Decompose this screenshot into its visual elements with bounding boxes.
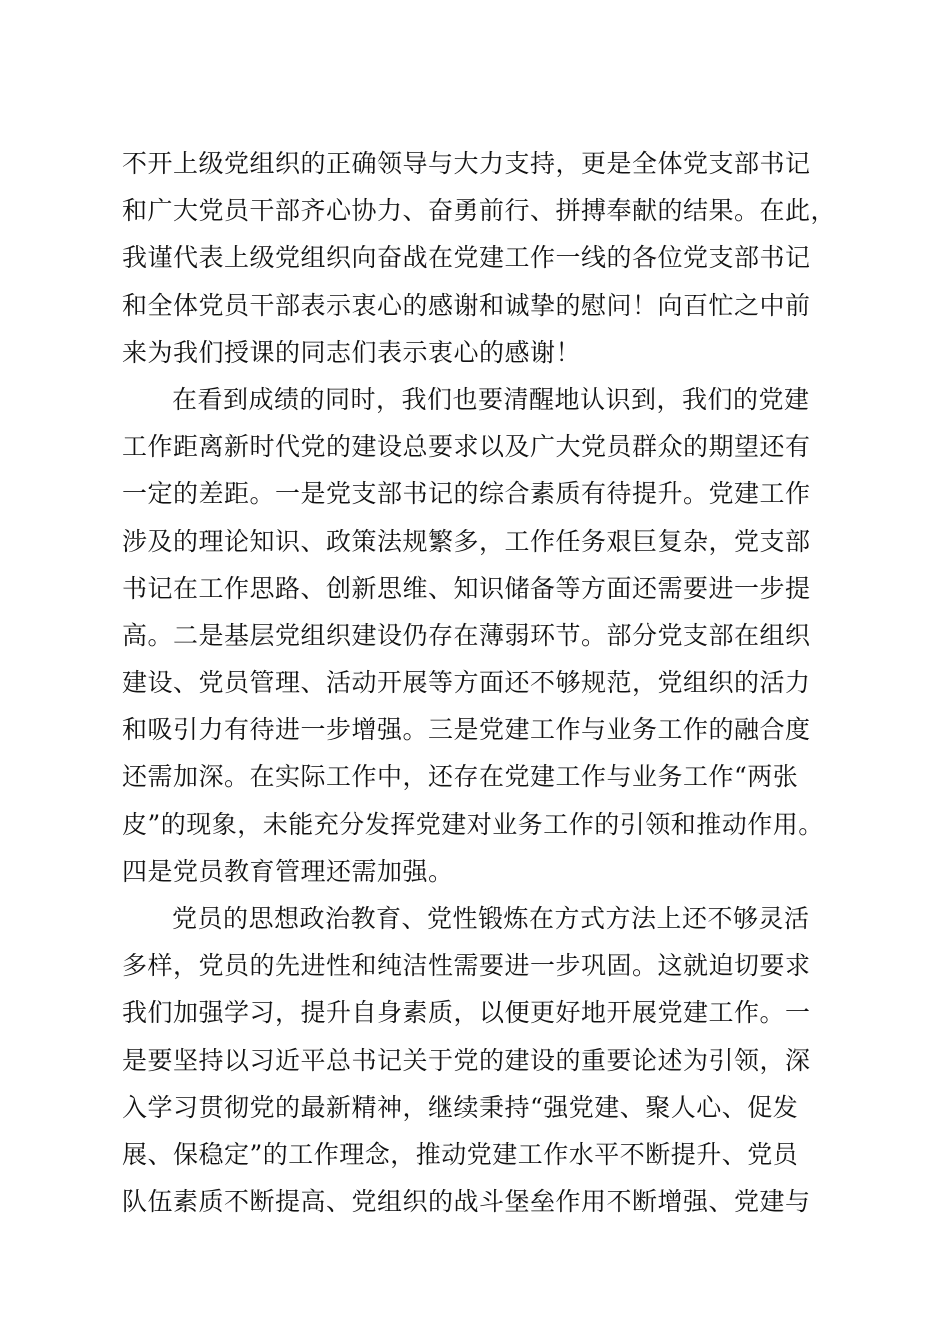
text-line: 和吸引力有待进一步增强。三是党建工作与业务工作的融合度 — [122, 715, 811, 745]
text-line: 是要坚持以习近平总书记关于党的建设的重要论述为引领，深 — [122, 1045, 811, 1075]
paragraph-1 — [122, 140, 837, 376]
text-line: 一定的差距。一是党支部书记的综合素质有待提升。党建工作 — [122, 479, 811, 509]
text-line: 工作距离新时代党的建设总要求以及广大党员群众的期望还有 — [122, 432, 811, 462]
text-line: 队伍素质不断提高、党组织的战斗堡垒作用不断增强、党建与 — [122, 1187, 811, 1217]
text-line: 和广大党员干部齐心协力、奋勇前行、拼搏奉献的结果。在此， — [122, 196, 837, 226]
text-line: 多样，党员的先进性和纯洁性需要进一步巩固。这就迫切要求 — [122, 951, 811, 981]
text-line: 不开上级党组织的正确领导与大力支持，更是全体党支部书记 — [122, 149, 811, 178]
text-line: 和全体党员干部表示衷心的感谢和诚挚的慰问！向百忙之中前 — [122, 290, 811, 320]
text-line: 党员的思想政治教育、党性锻炼在方式方法上还不够灵活 — [172, 904, 810, 933]
paragraph-3 — [122, 895, 832, 1225]
text-line: 还需加深。在实际工作中，还存在党建工作与业务工作“两张 — [122, 762, 799, 792]
text-line: 展、保稳定”的工作理念，推动党建工作水平不断提升、党员 — [122, 1139, 799, 1169]
paragraph-2 — [122, 376, 832, 895]
text-line: 在看到成绩的同时，我们也要清醒地认识到，我们的党建 — [172, 384, 810, 414]
text-line: 建设、党员管理、活动开展等方面还不够规范，党组织的活力 — [122, 668, 811, 698]
text-line: 四是党员教育管理还需加强。 — [122, 856, 454, 886]
text-line: 我谨代表上级党组织向奋战在党建工作一线的各位党支部书记 — [122, 243, 811, 273]
text-line: 涉及的理论知识、政策法规繁多，工作任务艰巨复杂，党支部 — [122, 526, 811, 556]
text-line: 皮”的现象，未能充分发挥党建对业务工作的引领和推动作用。 — [122, 809, 824, 839]
text-line: 我们加强学习，提升自身素质，以便更好地开展党建工作。一 — [122, 998, 811, 1028]
text-line: 高。二是基层党组织建设仍存在薄弱环节。部分党支部在组织 — [122, 620, 811, 650]
text-line: 入学习贯彻党的最新精神，继续秉持“强党建、聚人心、促发 — [122, 1092, 799, 1122]
text-line: 书记在工作思路、创新思维、知识储备等方面还需要进一步提 — [122, 573, 811, 603]
document-body — [122, 140, 837, 1225]
text-line: 来为我们授课的同志们表示衷心的感谢！ — [122, 337, 582, 367]
